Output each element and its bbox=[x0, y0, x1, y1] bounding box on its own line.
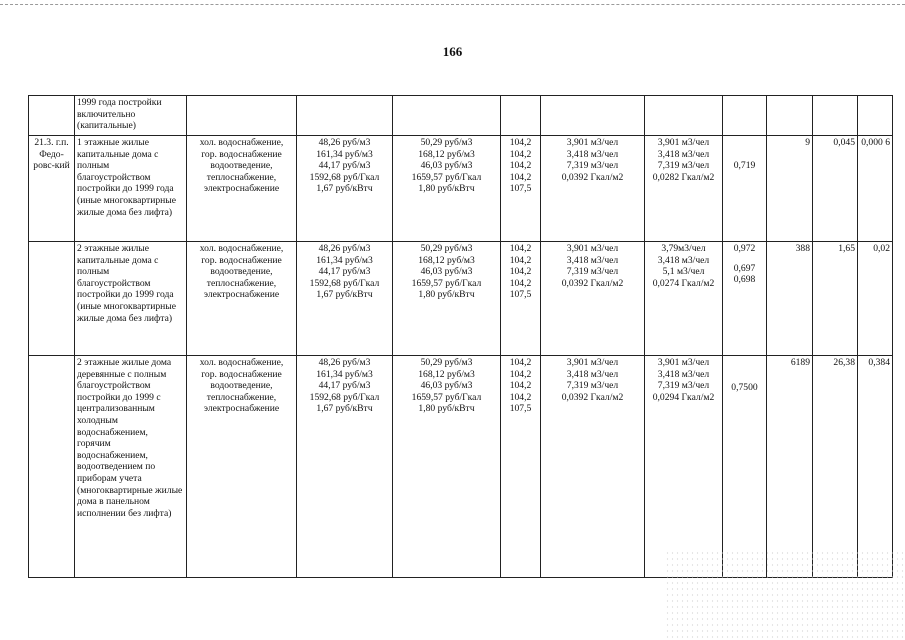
tariff-line: 50,29 руб/м3 bbox=[420, 357, 473, 368]
cell-empty bbox=[393, 96, 501, 136]
index-line: 104,2 bbox=[509, 266, 532, 278]
tariff-line: 161,34 руб/м3 bbox=[316, 368, 373, 380]
cell-norm-old bbox=[541, 356, 645, 578]
coef-line: 0,719 bbox=[733, 160, 756, 171]
cell-empty bbox=[723, 96, 767, 136]
value-a: 0,045 bbox=[833, 137, 855, 148]
norm-line: 3,418 м3/чел bbox=[657, 148, 710, 160]
coef-line: 0,697 bbox=[733, 262, 756, 274]
tariff-line: 44,17 руб/м3 bbox=[318, 380, 371, 392]
tariff-line: 168,12 руб/м3 bbox=[418, 254, 475, 266]
service-line: хол. водоснабжение, bbox=[199, 243, 284, 254]
tariff-line: 1,67 руб/кВтч bbox=[316, 183, 373, 195]
cell-tariff-old bbox=[297, 136, 393, 242]
cell-category bbox=[75, 242, 187, 356]
index-line: 104,2 bbox=[509, 148, 532, 160]
cell-empty bbox=[767, 96, 813, 136]
cell-coef bbox=[723, 242, 767, 356]
cell-norm-old bbox=[541, 136, 645, 242]
cell-location bbox=[29, 356, 75, 578]
count-value: 388 bbox=[795, 243, 810, 254]
cell-empty bbox=[645, 96, 723, 136]
tariff-line: 1592,68 руб/Гкал bbox=[309, 171, 380, 183]
tariff-line: 1592,68 руб/Гкал bbox=[309, 277, 380, 289]
tariff-line: 1659,57 руб/Гкал bbox=[411, 171, 482, 183]
cell-services bbox=[187, 356, 297, 578]
service-line: теплоснабжение, bbox=[206, 277, 277, 289]
location-text: 21.3. г.п. Федо-ровс-кий bbox=[33, 137, 70, 172]
cell-category bbox=[75, 96, 187, 136]
cell-services bbox=[187, 136, 297, 242]
norm-line: 7,319 м3/чел bbox=[566, 160, 619, 172]
scan-top-edge bbox=[0, 4, 905, 5]
tariff-line: 168,12 руб/м3 bbox=[418, 368, 475, 380]
tariff-line: 1,80 руб/кВтч bbox=[418, 289, 475, 301]
index-line: 104,2 bbox=[509, 137, 532, 148]
tariff-line: 1659,57 руб/Гкал bbox=[411, 277, 482, 289]
index-line: 107,5 bbox=[509, 403, 532, 415]
tariff-line: 50,29 руб/м3 bbox=[420, 243, 473, 254]
tariff-line: 48,26 руб/м3 bbox=[318, 137, 371, 148]
norm-line: 3,901 м3/чел bbox=[657, 137, 710, 148]
index-line: 104,2 bbox=[509, 254, 532, 266]
cell-tariff-new bbox=[393, 136, 501, 242]
index-line: 104,2 bbox=[509, 160, 532, 172]
norm-line: 3,79м3/чел bbox=[661, 243, 706, 254]
tariff-line: 44,17 руб/м3 bbox=[318, 160, 371, 172]
tariff-line: 161,34 руб/м3 bbox=[316, 148, 373, 160]
cell-services bbox=[187, 242, 297, 356]
norm-line: 0,0392 Гкал/м2 bbox=[561, 277, 624, 289]
cell-tariff-new bbox=[393, 242, 501, 356]
norm-line: 0,0274 Гкал/м2 bbox=[652, 277, 715, 289]
norm-line: 3,418 м3/чел bbox=[566, 254, 619, 266]
cell-index bbox=[501, 242, 541, 356]
norm-line: 5,1 м3/чел bbox=[662, 266, 705, 278]
norm-line: 3,418 м3/чел bbox=[657, 368, 710, 380]
tariff-line: 1,67 руб/кВтч bbox=[316, 289, 373, 301]
norm-line: 3,418 м3/чел bbox=[566, 368, 619, 380]
tariff-table bbox=[28, 95, 893, 578]
norm-line: 0,0392 Гкал/м2 bbox=[561, 171, 624, 183]
norm-line: 0,0282 Гкал/м2 bbox=[652, 171, 715, 183]
cell-value-b bbox=[858, 136, 893, 242]
table-row bbox=[29, 356, 893, 578]
category-text: 2 этажные жилые дома деревянные с полным благоустройством постройки до 1999 с централизованным холодным водоснабжением, горячим водоснабжением, водоотведением по приборам учета (многоквартирные жилые дома в панельном исполнении без лифта) bbox=[77, 357, 183, 519]
cell-tariff-old bbox=[297, 242, 393, 356]
category-text: 1999 года постройки включительно (капитальные) bbox=[77, 97, 162, 132]
cell-empty bbox=[858, 96, 893, 136]
service-line: электроснабжение bbox=[203, 403, 280, 415]
cell-tariff-old bbox=[297, 356, 393, 578]
spacer bbox=[725, 255, 764, 263]
service-line: водоотведение, bbox=[210, 380, 273, 392]
cell-category bbox=[75, 356, 187, 578]
category-text: 2 этажные жилые капитальные дома с полным благоустройством постройки до 1999 года (иные многоквартирные жилые дома без лифта) bbox=[77, 243, 177, 324]
tariff-line: 1659,57 руб/Гкал bbox=[411, 391, 482, 403]
coef-line: 0,7500 bbox=[731, 382, 758, 393]
norm-line: 3,901 м3/чел bbox=[566, 137, 619, 148]
norm-line: 3,901 м3/чел bbox=[566, 243, 619, 254]
norm-line: 3,901 м3/чел bbox=[566, 357, 619, 368]
cell-index bbox=[501, 136, 541, 242]
index-line: 104,2 bbox=[509, 277, 532, 289]
cell-location bbox=[29, 242, 75, 356]
index-line: 107,5 bbox=[509, 289, 532, 301]
cell-location bbox=[29, 136, 75, 242]
service-line: хол. водоснабжение, bbox=[199, 137, 284, 148]
cell-tariff-new bbox=[393, 356, 501, 578]
tariff-line: 46,03 руб/м3 bbox=[420, 380, 473, 392]
norm-line: 7,319 м3/чел bbox=[566, 266, 619, 278]
service-line: электроснабжение bbox=[203, 183, 280, 195]
count-value: 6189 bbox=[790, 357, 810, 368]
tariff-line: 1,80 руб/кВтч bbox=[418, 403, 475, 415]
cell-empty bbox=[813, 96, 858, 136]
service-line: гор. водоснабжение bbox=[201, 368, 282, 380]
cell-count bbox=[767, 136, 813, 242]
service-line: хол. водоснабжение, bbox=[199, 357, 284, 368]
value-a: 26,38 bbox=[833, 357, 855, 368]
cell-value-b bbox=[858, 356, 893, 578]
cell-empty bbox=[297, 96, 393, 136]
index-line: 104,2 bbox=[509, 171, 532, 183]
service-line: водоотведение, bbox=[210, 266, 273, 278]
cell-empty bbox=[541, 96, 645, 136]
tariff-line: 1,80 руб/кВтч bbox=[418, 183, 475, 195]
index-line: 104,2 bbox=[509, 243, 532, 254]
table-row bbox=[29, 96, 893, 136]
tariff-line: 48,26 руб/м3 bbox=[318, 357, 371, 368]
cell-norm-new bbox=[645, 136, 723, 242]
norm-line: 7,319 м3/чел bbox=[657, 380, 710, 392]
cell-index bbox=[501, 356, 541, 578]
norm-line: 7,319 м3/чел bbox=[657, 160, 710, 172]
table-row bbox=[29, 136, 893, 242]
tariff-line: 161,34 руб/м3 bbox=[316, 254, 373, 266]
norm-line: 3,418 м3/чел bbox=[566, 148, 619, 160]
cell-norm-old bbox=[541, 242, 645, 356]
tariff-line: 50,29 руб/м3 bbox=[420, 137, 473, 148]
service-line: теплоснабжение, bbox=[206, 171, 277, 183]
tariff-line: 44,17 руб/м3 bbox=[318, 266, 371, 278]
index-line: 104,2 bbox=[509, 391, 532, 403]
cell-norm-new bbox=[645, 356, 723, 578]
norm-line: 0,0294 Гкал/м2 bbox=[652, 391, 715, 403]
value-b: 0,02 bbox=[873, 243, 890, 254]
service-line: электроснабжение bbox=[203, 289, 280, 301]
count-value: 9 bbox=[805, 137, 810, 148]
norm-line: 3,901 м3/чел bbox=[657, 357, 710, 368]
cell-count bbox=[767, 356, 813, 578]
coef-line: 0,698 bbox=[733, 274, 756, 286]
tariff-line: 46,03 руб/м3 bbox=[420, 160, 473, 172]
tariff-line: 46,03 руб/м3 bbox=[420, 266, 473, 278]
cell-empty bbox=[187, 96, 297, 136]
cell-value-b bbox=[858, 242, 893, 356]
page-number: 166 bbox=[442, 44, 463, 59]
cell-coef bbox=[723, 136, 767, 242]
tariff-line: 1592,68 руб/Гкал bbox=[309, 391, 380, 403]
tariff-line: 168,12 руб/м3 bbox=[418, 148, 475, 160]
cell-value-a bbox=[813, 356, 858, 578]
tariff-line: 48,26 руб/м3 bbox=[318, 243, 371, 254]
cell-coef bbox=[723, 356, 767, 578]
index-line: 104,2 bbox=[509, 368, 532, 380]
norm-line: 0,0392 Гкал/м2 bbox=[561, 391, 624, 403]
service-line: гор. водоснабжение bbox=[201, 254, 282, 266]
service-line: водоотведение, bbox=[210, 160, 273, 172]
cell-value-a bbox=[813, 136, 858, 242]
index-line: 107,5 bbox=[509, 183, 532, 195]
cell-norm-new bbox=[645, 242, 723, 356]
index-line: 104,2 bbox=[509, 380, 532, 392]
cell-value-a bbox=[813, 242, 858, 356]
tariff-line: 1,67 руб/кВтч bbox=[316, 403, 373, 415]
value-a: 1,65 bbox=[838, 243, 855, 254]
cell-category bbox=[75, 136, 187, 242]
coef-line: 0,972 bbox=[733, 243, 756, 254]
category-text: 1 этажные жилые капитальные дома с полным благоустройством постройки до 1999 года (иные многоквартирные жилые дома без лифта) bbox=[77, 137, 177, 218]
table-row bbox=[29, 242, 893, 356]
norm-line: 7,319 м3/чел bbox=[566, 380, 619, 392]
service-line: гор. водоснабжение bbox=[201, 148, 282, 160]
norm-line: 3,418 м3/чел bbox=[657, 254, 710, 266]
cell-location bbox=[29, 96, 75, 136]
cell-count bbox=[767, 242, 813, 356]
service-line: теплоснабжение, bbox=[206, 391, 277, 403]
scan-noise bbox=[665, 550, 905, 640]
cell-empty bbox=[501, 96, 541, 136]
value-b: 0,384 bbox=[868, 357, 890, 368]
index-line: 104,2 bbox=[509, 357, 532, 368]
value-b: 0,000 6 bbox=[861, 137, 890, 148]
